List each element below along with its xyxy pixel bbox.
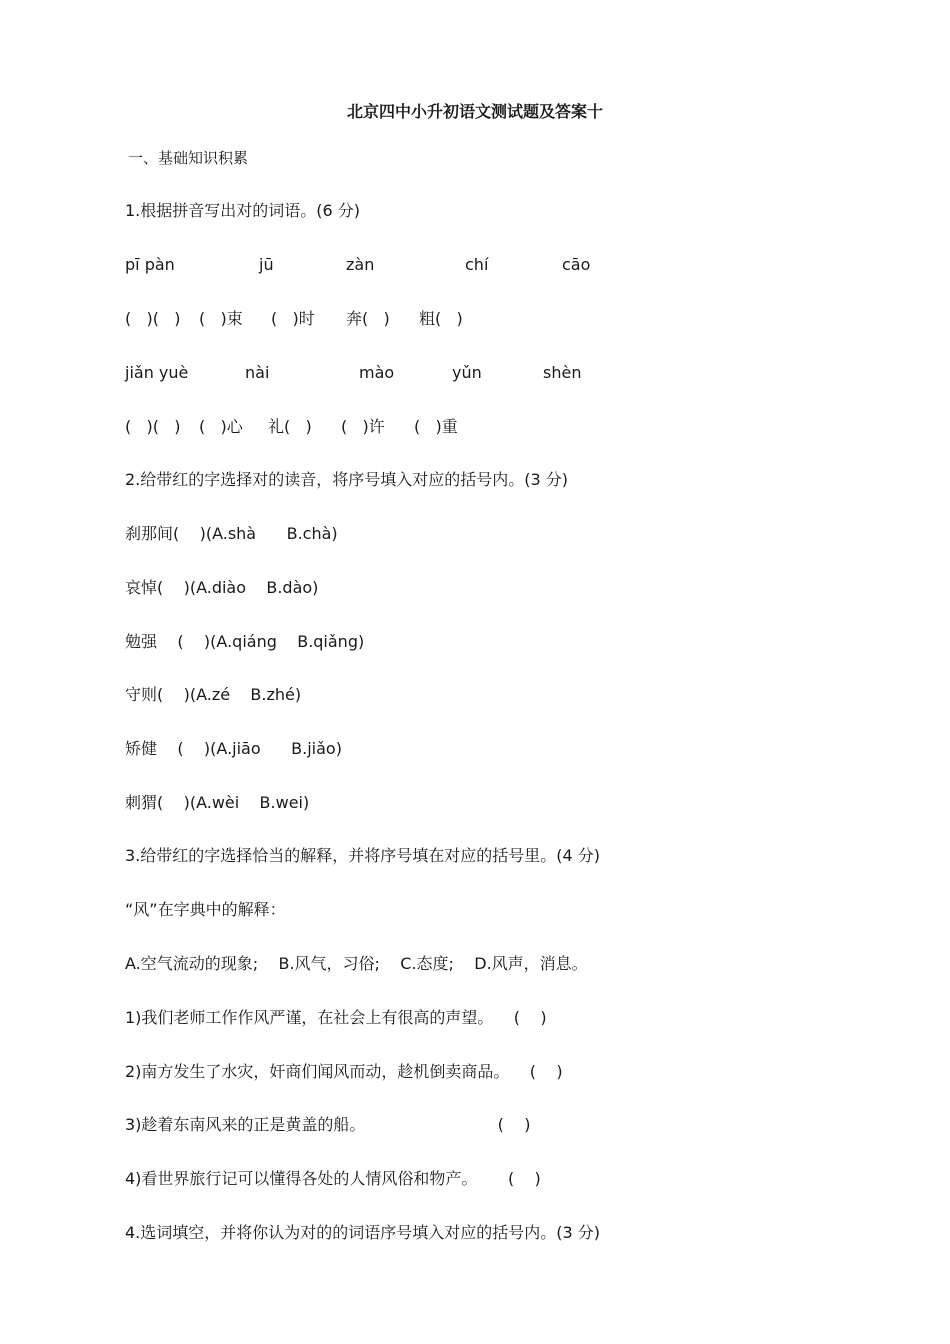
reading-item: 矫健 ( )(A.jiāo B.jiǎo) <box>125 739 342 758</box>
pinyin-item: shèn <box>543 363 582 382</box>
pinyin-row-1 <box>0 253 950 277</box>
answer-blank: 粗( ) <box>419 309 463 328</box>
question-4-prompt: 4.选词填空，并将你认为对的的词语序号填入对应的括号内。(3 分) <box>125 1223 601 1242</box>
reading-item: 刹那间( )(A.shà B.chà) <box>125 524 338 543</box>
reading-item: 勉强 ( )(A.qiáng B.qiǎng) <box>125 632 365 651</box>
meaning-item: 4)看世界旅行记可以懂得各处的人情风俗和物产。 ( ) <box>125 1169 541 1188</box>
blank-row-1 <box>0 307 950 331</box>
question-3-prompt: 3.给带红的字选择恰当的解释，并将序号填在对应的括号里。(4 分) <box>125 846 601 865</box>
question-1-prompt: 1.根据拼音写出对的词语。(6 分) <box>125 201 361 220</box>
reading-item: 哀悼( )(A.diào B.dào) <box>125 578 319 597</box>
pinyin-item: jū <box>259 255 274 274</box>
answer-blank: ( )重 <box>414 417 458 436</box>
answer-blank: ( )束 <box>199 309 243 328</box>
answer-blank: 奔( ) <box>346 309 390 328</box>
pinyin-item: pī pàn <box>125 255 175 274</box>
pinyin-item: nài <box>245 363 270 382</box>
answer-blank: ( )许 <box>341 417 385 436</box>
blank-row-2 <box>0 415 950 439</box>
reading-item: 守则( )(A.zé B.zhé) <box>125 685 302 704</box>
document-title: 北京四中小升初语文测试题及答案十 <box>346 102 603 121</box>
answer-blank: ( )心 <box>199 417 243 436</box>
meaning-item: 3)趁着东南风来的正是黄盖的船。 ( ) <box>125 1115 531 1134</box>
answer-blank: ( )( ) <box>125 417 181 436</box>
answer-blank: 礼( ) <box>268 417 312 436</box>
definition-options: A.空气流动的现象; B.风气，习俗; C.态度; D.风声，消息。 <box>125 954 588 973</box>
pinyin-item: zàn <box>346 255 375 274</box>
pinyin-item: yǔn <box>452 363 482 382</box>
question-2-prompt: 2.给带红的字选择对的读音，将序号填入对应的括号内。(3 分) <box>125 470 569 489</box>
pinyin-item: chí <box>465 255 489 274</box>
answer-blank: ( )时 <box>271 309 315 328</box>
definition-intro: “风”在字典中的解释： <box>125 900 286 919</box>
answer-blank: ( )( ) <box>125 309 181 328</box>
meaning-item: 1)我们老师工作作风严谨，在社会上有很高的声望。 ( ) <box>125 1008 547 1027</box>
meaning-item: 2)南方发生了水灾，奸商们闻风而动，趁机倒卖商品。 ( ) <box>125 1062 563 1081</box>
pinyin-item: mào <box>359 363 395 382</box>
section-heading: 一、基础知识积累 <box>128 149 249 167</box>
reading-item: 刺猬( )(A.wèi B.wei) <box>125 793 310 812</box>
pinyin-item: cāo <box>562 255 591 274</box>
pinyin-row-2 <box>0 361 950 385</box>
pinyin-item: jiǎn yuè <box>125 363 189 382</box>
